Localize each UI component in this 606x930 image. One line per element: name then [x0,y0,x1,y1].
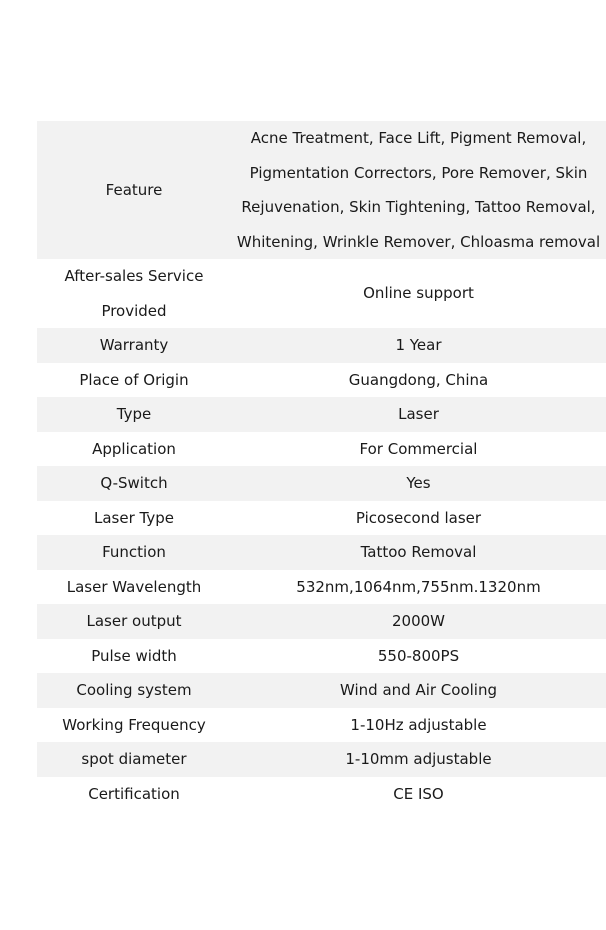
spec-row-q-switch [37,466,606,501]
spec-row-working-frequency [37,708,606,743]
spec-row-cooling-system [37,673,606,708]
spec-label: Type [116,405,152,423]
spec-row-certification [37,777,606,812]
spec-value: Online support [363,284,474,303]
spec-row-feature [37,121,606,259]
spec-value: 1-10Hz adjustable [350,715,487,734]
spec-label: Warranty [99,336,169,354]
spec-label: Place of Origin [79,370,189,389]
spec-label: After-sales Service Provided [64,267,204,320]
spec-label: Laser Wavelength [66,577,202,596]
spec-row-after-sales [37,259,606,328]
spec-label: Application [92,439,176,458]
spec-row-warranty [37,328,606,363]
spec-row-pulse-width [37,639,606,674]
spec-value: 1-10mm adjustable [345,750,492,768]
spec-value: CE ISO [393,784,444,803]
spec-label: Feature [105,180,163,199]
spec-label: Q-Switch [100,474,168,492]
spec-label: Working Frequency [62,715,206,734]
spec-row-laser-wavelength [37,570,606,605]
spec-row-spot-diameter [37,742,606,777]
spec-row-laser-output [37,604,606,639]
spec-row-type [37,397,606,432]
spec-value: 2000W [391,612,445,630]
spec-label: Pulse width [91,646,177,665]
spec-value: 532nm,1064nm,755nm.1320nm [296,577,541,596]
spec-value: Yes [406,474,431,492]
spec-table [37,121,606,811]
spec-value: Wind and Air Cooling [339,681,497,699]
spec-value: Guangdong, China [348,370,489,389]
spec-label: Laser output [86,612,182,630]
spec-value: 550-800PS [377,646,460,665]
spec-value: Laser [398,405,439,423]
spec-row-function [37,535,606,570]
spec-label: Laser Type [94,508,174,527]
spec-row-application [37,432,606,467]
spec-label: Function [102,543,166,561]
spec-value: 1 Year [395,336,442,354]
spec-label: Certification [88,784,180,803]
spec-value: Tattoo Removal [360,543,477,561]
spec-row-place-of-origin [37,363,606,398]
spec-row-laser-type [37,501,606,536]
spec-label: spot diameter [81,750,187,768]
spec-value: For Commercial [359,439,478,458]
spec-value: Picosecond laser [355,508,482,527]
spec-label: Cooling system [76,681,192,699]
spec-value: Acne Treatment, Face Lift, Pigment Removal, Pigmentation Correctors, Pore Remover, Skin Rejuvenation, Skin Tightening, Tattoo Removal, Whitening, Wrinkle Remover, Chloasma removal [236,129,601,251]
